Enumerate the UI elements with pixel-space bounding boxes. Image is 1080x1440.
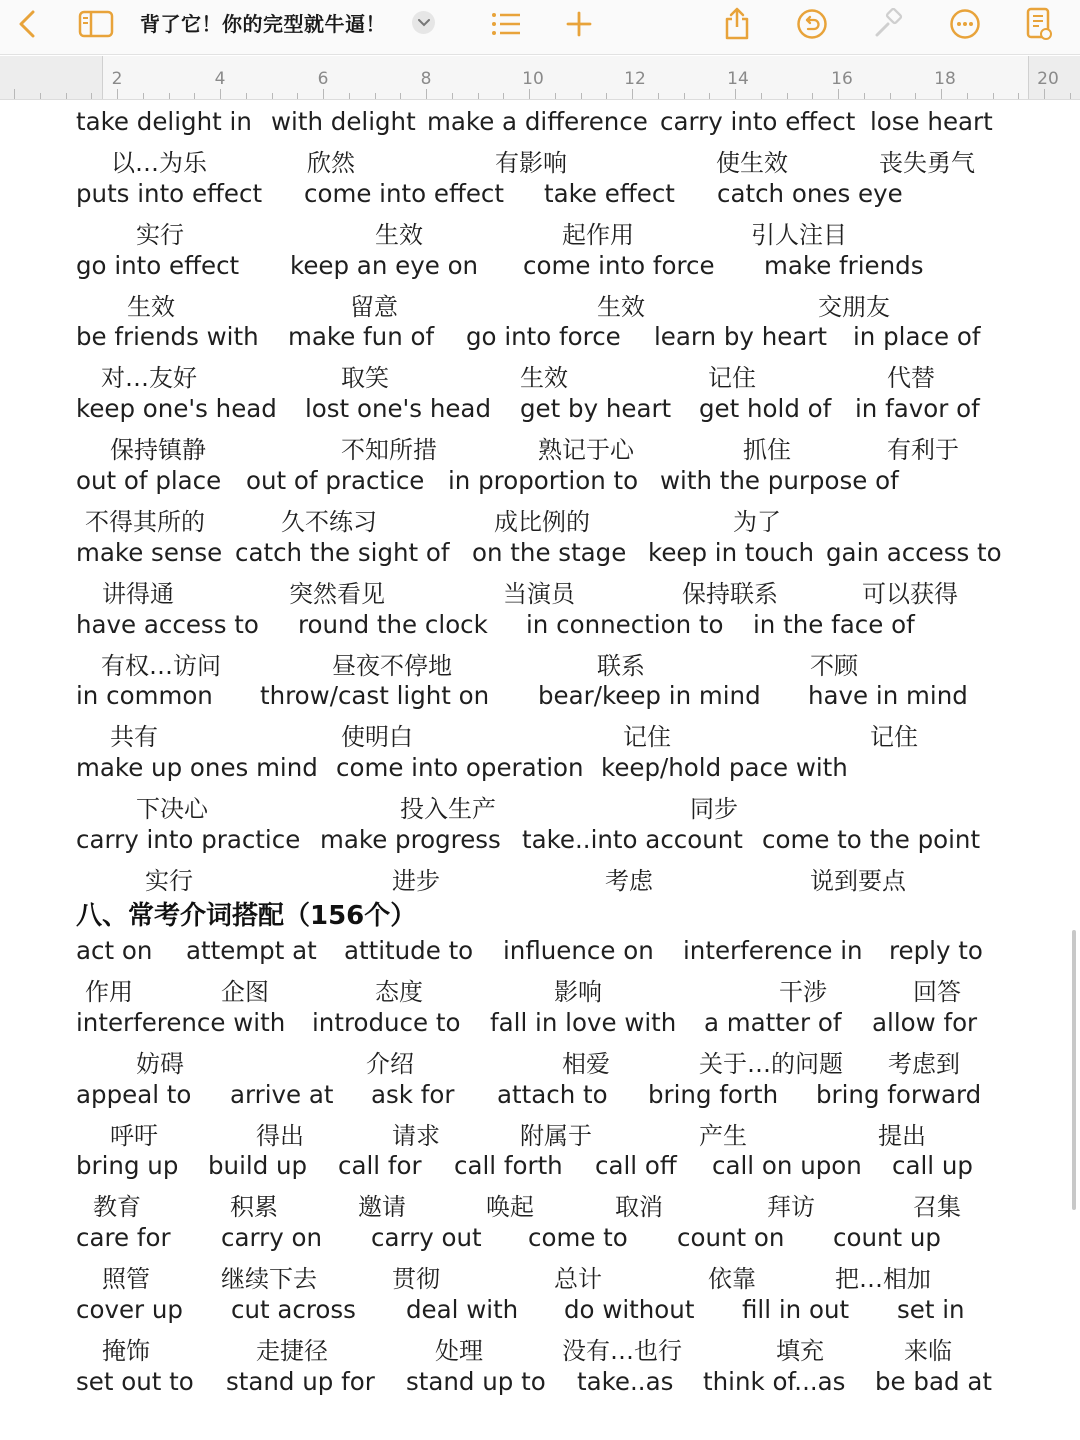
phrase-english: stand up for <box>226 1366 375 1396</box>
phrase-chinese: 引人注目 <box>751 220 847 249</box>
phrase-chinese: 交朋友 <box>818 292 890 321</box>
phrase-english: deal with <box>406 1295 519 1324</box>
ruler-tick <box>91 93 92 99</box>
phrase-english: introduce to <box>312 1007 461 1037</box>
ruler-label: 8 <box>420 69 432 89</box>
phrase-english: out of practice <box>246 466 425 495</box>
ruler-tick <box>66 93 67 99</box>
ruler-tick <box>400 93 401 99</box>
phrase-english: puts into effect <box>76 178 263 208</box>
phrase-english: carry on <box>221 1223 323 1253</box>
phrase-chinese: 生效 <box>375 220 423 249</box>
ruler-tick <box>478 93 479 99</box>
phrase-english: in favor of <box>855 394 980 424</box>
phrase-chinese: 使明白 <box>341 723 413 752</box>
phrase-chinese: 不顾 <box>810 651 858 680</box>
phrase-english: bring up <box>76 1151 179 1181</box>
phrase-english: attempt at <box>186 936 317 965</box>
phrase-english: think of...as <box>703 1366 846 1396</box>
ruler-tick <box>812 93 813 99</box>
phrase-chinese: 贯彻 <box>392 1265 440 1294</box>
phrase-english: be friends with <box>76 322 259 352</box>
ruler-tick <box>143 93 144 99</box>
phrase-english: in place of <box>853 322 981 352</box>
phrase-english: get hold of <box>699 394 832 424</box>
phrase-chinese: 积累 <box>230 1193 278 1222</box>
phrase-chinese: 走捷径 <box>256 1337 328 1365</box>
ruler-tick <box>40 93 41 99</box>
phrase-chinese: 掩饰 <box>102 1337 150 1365</box>
share-icon[interactable] <box>718 4 756 44</box>
phrase-chinese: 教育 <box>93 1193 141 1222</box>
phrase-english: get by heart <box>520 394 672 424</box>
undo-icon[interactable] <box>792 4 832 44</box>
ruler-tick <box>967 93 968 99</box>
phrase-english: carry out <box>371 1223 482 1253</box>
phrase-chinese: 记住 <box>708 364 756 393</box>
phrase-chinese: 得出 <box>256 1121 304 1150</box>
ruler-label: 12 <box>624 69 646 89</box>
phrase-english: set out to <box>76 1366 194 1396</box>
format-brush-icon[interactable] <box>868 4 908 44</box>
phrase-chinese: 依靠 <box>708 1265 756 1294</box>
phrase-english: care for <box>76 1223 171 1253</box>
phrase-english: in connection to <box>526 609 724 639</box>
ruler-tick <box>1070 93 1071 99</box>
phrase-english: bring forward <box>816 1079 982 1109</box>
phrase-english: fall in love with <box>490 1007 677 1037</box>
phrase-english: cover up <box>76 1295 183 1324</box>
ruler-tick <box>684 93 685 99</box>
phrase-english: go into force <box>466 322 621 352</box>
phrase-chinese: 继续下去 <box>221 1265 317 1294</box>
phrase-chinese: 回答 <box>913 978 961 1006</box>
phrase-english: out of place <box>76 466 222 495</box>
phrase-chinese: 进步 <box>392 867 440 895</box>
phrase-english: make progress <box>320 825 501 854</box>
phrase-chinese: 态度 <box>375 978 423 1006</box>
phrase-chinese: 讲得通 <box>102 579 174 608</box>
phrase-english: come to the point <box>762 825 981 854</box>
phrase-chinese: 不得其所的 <box>85 508 205 536</box>
document-title[interactable]: 背了它！你的完型就牛逼！ <box>140 12 386 36</box>
phrase-chinese: 对…友好 <box>101 364 197 393</box>
phrase-english: bear/keep in mind <box>538 681 761 711</box>
phrase-chinese: 记住 <box>623 723 671 752</box>
phrase-english: stand up to <box>406 1366 546 1396</box>
list-icon[interactable] <box>486 4 526 44</box>
phrase-chinese: 同步 <box>690 795 738 824</box>
phrase-english: in proportion to <box>448 466 639 495</box>
phrase-english: set in <box>897 1295 965 1324</box>
ruler-label: 14 <box>727 69 749 89</box>
phrase-chinese: 填充 <box>776 1337 824 1365</box>
phrase-chinese: 拜访 <box>767 1193 815 1222</box>
phrase-english: on the stage <box>472 537 627 567</box>
phrase-chinese: 取笑 <box>341 364 389 393</box>
phrase-english: lose heart <box>870 107 993 136</box>
phrase-english: have access to <box>76 609 259 639</box>
phrase-english: attach to <box>497 1079 608 1109</box>
ruler-tick <box>606 93 607 99</box>
phrase-english: make a difference <box>427 107 648 136</box>
phrase-chinese: 提出 <box>878 1121 926 1150</box>
phrase-chinese: 丧失勇气 <box>879 149 975 177</box>
phrase-chinese: 干涉 <box>779 978 827 1006</box>
phrase-chinese: 相爱 <box>562 1049 610 1078</box>
phrase-chinese: 来临 <box>904 1337 952 1365</box>
ruler-tick <box>246 93 247 99</box>
phrase-chinese: 实行 <box>145 867 193 895</box>
ruler-tick <box>272 93 273 99</box>
phrase-chinese: 产生 <box>699 1121 747 1150</box>
phrase-english: carry into practice <box>76 825 301 854</box>
document-settings-icon[interactable] <box>1020 4 1058 44</box>
phrase-chinese: 关于…的问题 <box>699 1049 843 1078</box>
phrase-english: come into force <box>523 250 715 280</box>
phrase-chinese: 召集 <box>913 1193 961 1222</box>
phrase-english: do without <box>564 1295 695 1324</box>
phrase-chinese: 使生效 <box>716 149 788 177</box>
phrase-chinese: 生效 <box>127 292 175 321</box>
phrase-chinese: 起作用 <box>562 220 634 249</box>
phrase-chinese: 为了 <box>733 508 781 536</box>
phrase-chinese: 成比例的 <box>494 508 590 536</box>
phrase-chinese: 有权…访问 <box>101 651 221 680</box>
phrase-chinese: 以…为乐 <box>111 149 207 177</box>
more-icon[interactable] <box>945 4 985 44</box>
ruler-tick <box>581 93 582 99</box>
phrase-chinese: 久不练习 <box>281 508 377 536</box>
phrase-chinese: 把…相加 <box>835 1265 931 1294</box>
phrase-english: keep in touch <box>648 537 815 567</box>
ruler-tick <box>709 93 710 99</box>
phrase-english: reply to <box>889 936 983 965</box>
ruler-tick <box>787 93 788 99</box>
ruler-label: 16 <box>831 69 853 89</box>
ruler-tick <box>632 89 633 99</box>
vertical-scrollbar[interactable] <box>1072 930 1076 1210</box>
ruler-tick <box>426 89 427 99</box>
phrase-chinese: 实行 <box>136 220 184 249</box>
phrase-english: count on <box>677 1223 785 1253</box>
phrase-english: ask for <box>371 1079 455 1109</box>
phrase-english: influence on <box>503 936 654 965</box>
phrase-english: allow for <box>872 1007 978 1037</box>
ruler-tick <box>838 89 839 99</box>
back-chevron-icon[interactable] <box>10 4 44 44</box>
phrase-english: come into effect <box>304 178 505 208</box>
phrase-english: round the clock <box>298 609 488 639</box>
phrase-english: appeal to <box>76 1079 192 1109</box>
phrase-english: fill in out <box>742 1295 850 1324</box>
phrase-english: call up <box>892 1151 973 1181</box>
phrase-chinese: 作用 <box>85 978 133 1006</box>
ruler-tick <box>169 93 170 99</box>
ruler-label: 20 <box>1037 69 1059 89</box>
phrase-english: learn by heart <box>654 322 827 352</box>
phrase-chinese: 附属于 <box>520 1121 592 1150</box>
phrase-english: count up <box>833 1223 941 1253</box>
phrase-english: make friends <box>764 250 924 280</box>
plus-icon[interactable] <box>560 4 598 44</box>
phrase-english: take..as <box>577 1366 674 1396</box>
phrase-english: with delight <box>271 107 416 136</box>
chevron-down-icon[interactable] <box>412 11 435 34</box>
ruler-tick <box>555 93 556 99</box>
ruler-tick <box>194 93 195 99</box>
ruler[interactable] <box>0 56 1080 100</box>
phrase-chinese: 说到要点 <box>810 867 906 895</box>
phrase-english: make sense <box>76 537 223 567</box>
phrase-chinese: 昼夜不停地 <box>332 651 452 680</box>
phrase-english: gain access to <box>826 537 1002 567</box>
ruler-tick <box>529 89 530 99</box>
phrase-chinese: 欣然 <box>307 149 355 177</box>
phrase-english: in the face of <box>753 609 915 639</box>
ruler-tick <box>890 93 891 99</box>
ruler-tick <box>14 89 15 99</box>
phrase-english: keep one's head <box>76 394 277 424</box>
phrase-chinese: 代替 <box>887 364 935 393</box>
phrase-english: take effect <box>544 178 675 208</box>
ruler-tick <box>915 93 916 99</box>
phrase-english: throw/cast light on <box>260 681 490 711</box>
phrase-english: arrive at <box>230 1079 334 1109</box>
phrase-chinese: 影响 <box>554 978 602 1006</box>
phrase-chinese: 妨碍 <box>136 1049 184 1078</box>
phrase-chinese: 突然看见 <box>289 579 385 608</box>
document-page[interactable] <box>0 101 1080 1406</box>
phrase-chinese: 生效 <box>520 364 568 393</box>
phrase-english: act on <box>76 936 153 965</box>
phrase-chinese: 下决心 <box>136 795 208 824</box>
ruler-tick <box>375 93 376 99</box>
phrase-english: come to <box>528 1223 628 1253</box>
phrase-english: with the purpose of <box>660 466 899 495</box>
ruler-tick <box>220 89 221 99</box>
ruler-tick <box>1018 93 1019 99</box>
phrase-chinese: 考虑到 <box>888 1049 960 1078</box>
phrase-chinese: 联系 <box>597 651 645 680</box>
phrase-english: lost one's head <box>305 394 491 424</box>
phrase-chinese: 记住 <box>870 723 918 752</box>
phrase-english: come into operation <box>336 753 584 783</box>
phrase-english: attitude to <box>344 936 474 965</box>
ruler-tick <box>864 93 865 99</box>
ruler-tick <box>658 93 659 99</box>
phrase-chinese: 保持联系 <box>682 579 778 608</box>
phrase-english: build up <box>208 1151 308 1181</box>
phrase-english: go into effect <box>76 250 240 280</box>
phrase-chinese: 邀请 <box>358 1193 406 1222</box>
top-toolbar <box>0 0 1080 55</box>
phrase-english: keep an eye on <box>290 250 479 280</box>
phrase-chinese: 企图 <box>221 978 269 1006</box>
phrase-english: make up ones mind <box>76 753 318 783</box>
ruler-tick <box>349 93 350 99</box>
ruler-label: 18 <box>934 69 956 89</box>
phrase-english: catch ones eye <box>717 178 903 208</box>
phrase-english: call forth <box>454 1151 563 1181</box>
phrase-english: in common <box>76 681 213 711</box>
phrase-chinese: 抓住 <box>743 436 791 465</box>
phrase-english: keep/hold pace with <box>601 753 848 783</box>
ruler-left-margin[interactable] <box>0 56 103 99</box>
ruler-tick <box>117 89 118 99</box>
phrase-chinese: 唤起 <box>486 1193 534 1222</box>
ruler-tick <box>503 93 504 99</box>
ruler-label: 6 <box>317 69 329 89</box>
phrase-english: make fun of <box>288 322 435 352</box>
phrase-english: cut across <box>231 1295 356 1324</box>
phrase-english: interference with <box>76 1007 286 1037</box>
phrase-chinese: 照管 <box>102 1265 150 1294</box>
ruler-tick <box>297 93 298 99</box>
phrase-chinese: 熟记于心 <box>538 436 634 465</box>
phrase-chinese: 当演员 <box>503 579 575 608</box>
ruler-label: 10 <box>522 69 544 89</box>
phrase-english: take delight in <box>76 107 252 136</box>
phrase-english: be bad at <box>875 1366 992 1396</box>
ruler-tick <box>735 89 736 99</box>
ruler-tick <box>941 89 942 99</box>
phrase-chinese: 有利于 <box>887 436 959 465</box>
ruler-tick <box>323 89 324 99</box>
phrase-chinese: 取消 <box>615 1193 663 1222</box>
phrase-chinese: 呼吁 <box>110 1121 158 1150</box>
ruler-tick <box>993 93 994 99</box>
phrase-english: carry into effect <box>660 107 856 136</box>
phrase-chinese: 共有 <box>110 723 158 752</box>
phrase-chinese: 考虑 <box>605 867 653 895</box>
phrase-english: a matter of <box>704 1007 842 1037</box>
phrase-english: bring forth <box>648 1079 779 1109</box>
phrase-english: call for <box>338 1151 422 1181</box>
phrase-chinese: 没有…也行 <box>562 1337 682 1365</box>
phrase-english: take..into account <box>522 825 743 854</box>
phrase-english: call on upon <box>712 1151 862 1181</box>
ruler-label: 2 <box>111 69 123 89</box>
ruler-label: 4 <box>214 69 226 89</box>
phrase-chinese: 总计 <box>554 1265 602 1294</box>
phrase-chinese: 可以获得 <box>862 579 958 608</box>
sidebar-icon[interactable] <box>76 4 116 44</box>
phrase-chinese: 生效 <box>597 292 645 321</box>
ruler-tick <box>1044 89 1045 99</box>
phrase-chinese: 保持镇静 <box>110 436 206 465</box>
ruler-tick <box>452 93 453 99</box>
phrase-chinese: 有影响 <box>495 149 567 177</box>
phrase-english: have in mind <box>808 681 968 711</box>
phrase-chinese: 留意 <box>350 292 398 321</box>
phrase-english: call off <box>595 1151 677 1181</box>
section-heading: 八、常考介词搭配（156个） <box>76 901 417 931</box>
phrase-chinese: 投入生产 <box>400 795 496 824</box>
ruler-tick <box>761 93 762 99</box>
phrase-chinese: 请求 <box>392 1121 440 1150</box>
phrase-english: catch the sight of <box>235 537 450 567</box>
phrase-chinese: 不知所措 <box>341 436 437 465</box>
phrase-chinese: 处理 <box>435 1337 483 1365</box>
phrase-english: interference in <box>683 936 863 965</box>
phrase-chinese: 介绍 <box>366 1049 414 1078</box>
